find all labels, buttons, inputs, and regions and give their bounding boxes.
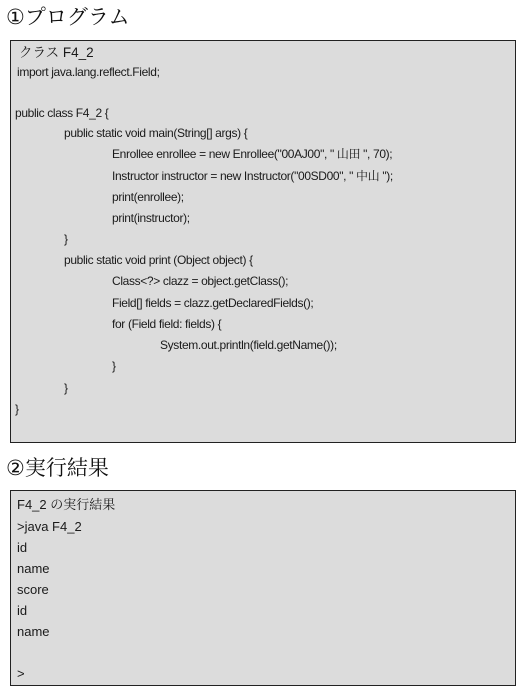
code-line: } — [64, 381, 68, 395]
program-code-panel — [10, 40, 516, 443]
result-output-panel — [10, 490, 516, 686]
code-line: Instructor instructor = new Instructor("00SD00", " 中山 "); — [112, 169, 393, 183]
code-line: Enrollee enrollee = new Enrollee("00AJ00", " 山田 ", 70); — [112, 147, 393, 161]
code-line: } — [112, 359, 116, 373]
output-line: id — [17, 603, 28, 618]
code-line: import java.lang.reflect.Field; — [17, 65, 160, 79]
code-line: } — [64, 232, 68, 246]
code-line: public static void print (Object object) { — [64, 253, 253, 267]
code-line: クラス F4_2 — [19, 45, 94, 60]
code-line: } — [15, 402, 19, 416]
result-section-heading: ②実行結果 — [6, 456, 109, 480]
code-line: print(instructor); — [112, 211, 190, 225]
code-line: Field[] fields = clazz.getDeclaredFields(); — [112, 296, 314, 310]
code-line: public class F4_2 { — [15, 106, 109, 120]
output-line: name — [17, 561, 50, 576]
program-section-heading: ①プログラム — [6, 5, 130, 29]
output-line: id — [17, 540, 28, 555]
output-line: score — [17, 582, 49, 597]
code-line: for (Field field: fields) { — [112, 317, 222, 331]
output-line: F4_2 の実行結果 — [17, 497, 116, 512]
output-line: >java F4_2 — [17, 519, 82, 534]
code-line: System.out.println(field.getName()); — [160, 338, 337, 352]
code-line: print(enrollee); — [112, 190, 184, 204]
code-line: Class<?> clazz = object.getClass(); — [112, 274, 289, 288]
code-line: public static void main(String[] args) { — [64, 126, 248, 140]
output-line: > — [17, 666, 25, 681]
output-line: name — [17, 624, 50, 639]
